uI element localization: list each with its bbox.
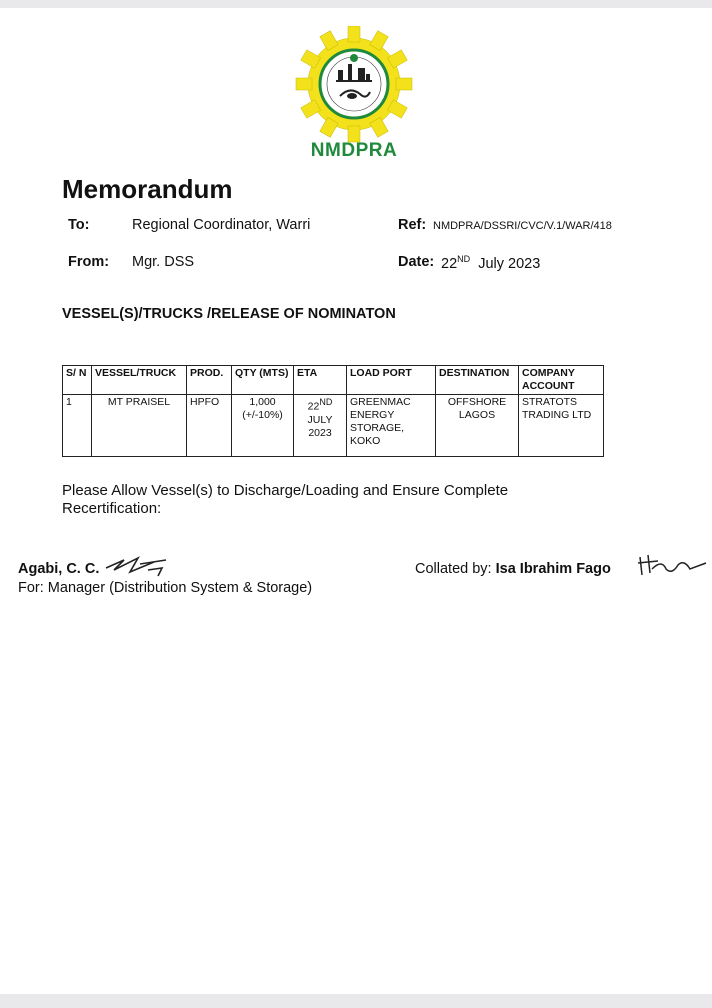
logo-wordmark: NMDPRA [310, 140, 398, 161]
collated-by [415, 561, 611, 577]
from-value: Mgr. DSS [132, 254, 195, 270]
date-day: 22 [441, 255, 458, 272]
signatory-role: For: Manager (Distribution System & Storage) [18, 580, 313, 596]
signatory-name: Agabi, C. C. [18, 561, 100, 577]
to-value: Regional Coordinator, Warri [132, 217, 311, 233]
header-eta: ETA [294, 366, 347, 395]
cell-vessel: MT PRAISEL [92, 395, 187, 457]
header-load-port: LOAD PORT [347, 366, 436, 395]
memo-title: Memorandum [62, 174, 233, 204]
eta-suffix: ND [319, 397, 333, 407]
table-header-row [63, 366, 604, 395]
table-row [63, 395, 604, 457]
cell-prod: HPFO [187, 395, 232, 457]
ref-label: Ref: [398, 217, 427, 233]
memo-body: Please Allow Vessel(s) to Discharge/Loading and Ensure Complete Recertification: [62, 482, 509, 517]
date-rest: July 2023 [478, 255, 541, 272]
header-vessel: VESSEL/TRUCK [92, 366, 187, 395]
memo-page [0, 8, 712, 994]
eta-rest: JULY 2023 [307, 413, 333, 439]
date-label: Date: [398, 254, 435, 270]
from-label: From: [68, 254, 110, 270]
header-destination: DESTINATION [436, 366, 519, 395]
collated-name: Isa Ibrahim Fago [495, 561, 611, 577]
ref-value: NMDPRA/DSSRI/CVC/V.1/WAR/418 [433, 220, 612, 232]
to-label: To: [68, 217, 90, 233]
cell-destination: OFFSHORE LAGOS [436, 395, 519, 457]
cell-company: STRATOTS TRADING LTD [519, 395, 604, 457]
header-qty: QTY (MTS) [232, 366, 294, 395]
header-prod: PROD. [187, 366, 232, 395]
memo-subject: VESSEL(S)/TRUCKS /RELEASE OF NOMINATON [62, 306, 396, 322]
nomination-table [62, 365, 604, 457]
date-suffix: ND [457, 254, 471, 264]
collated-label: Collated by: [415, 561, 492, 577]
cell-load-port: GREENMAC ENERGY STORAGE, KOKO [347, 395, 436, 457]
cell-eta [294, 395, 347, 457]
nmdpra-seal-icon [278, 26, 430, 148]
header-sn: S/ N [63, 366, 92, 395]
header-company: COMPANY ACCOUNT [519, 366, 604, 395]
eta-day: 22 [307, 400, 320, 413]
date-value [441, 254, 540, 272]
cell-sn: 1 [63, 395, 92, 457]
collator-signature-icon [636, 553, 710, 579]
signature-icon [104, 554, 174, 578]
cell-qty: 1,000 (+/-10%) [232, 395, 294, 457]
